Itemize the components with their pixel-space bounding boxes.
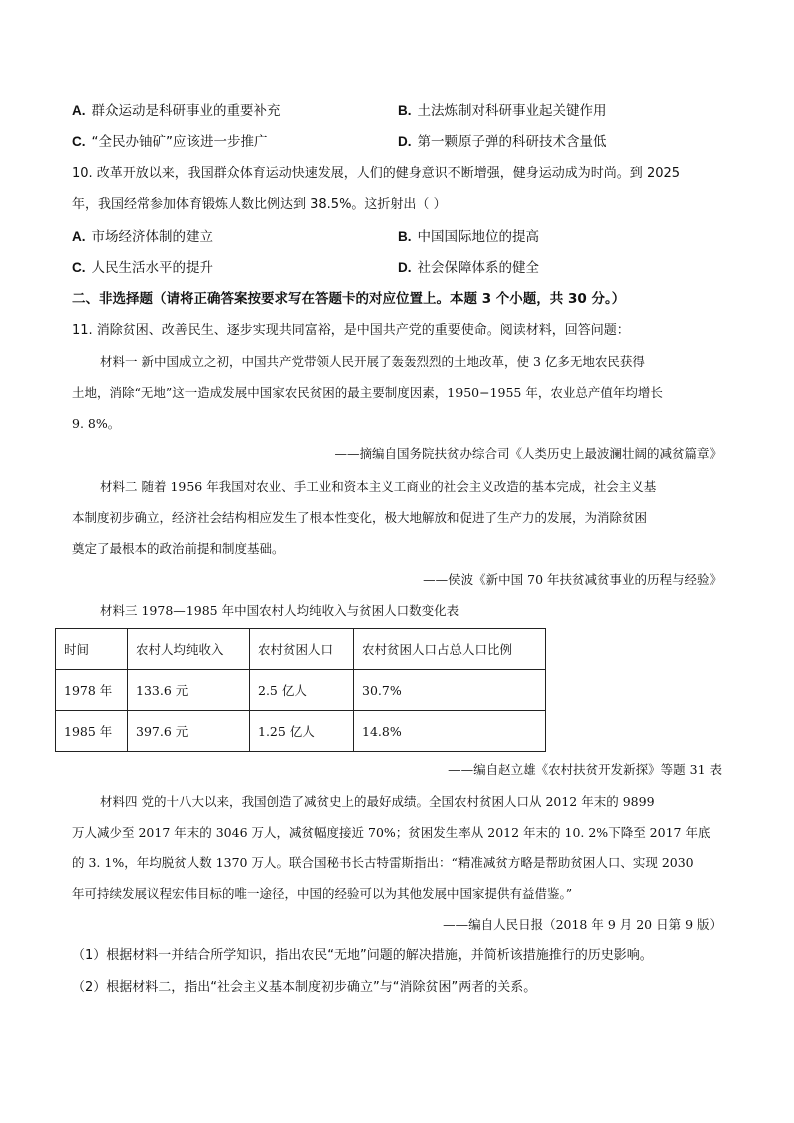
q9-option-c: C. “全民办铀矿”应该进一步推广 [72,134,268,150]
material-4-source: ——编自人民日报（2018 年 9 月 20 日第 9 版） [443,917,722,932]
q11-sub-question-1: （1）根据材料一并结合所学知识，指出农民“无地”问题的解决措施，并简析该措施推行的历史影响。 [72,948,653,963]
material-2-line-2: 本制度初步确立，经济社会结构相应发生了根本性变化，极大地解放和促进了生产力的发展，为消除贫困 [72,510,648,525]
table-header-cell: 农村贫困人口占总人口比例 [354,629,546,670]
q10-option-d: D. 社会保障体系的健全 [398,260,539,276]
q9-option-b: B. 土法炼制对科研事业起关键作用 [398,103,607,119]
table-header-cell: 农村贫困人口 [250,629,354,670]
table-cell: 1985 年 [56,711,128,752]
table-cell: 133.6 元 [128,670,250,711]
material-2-line-3: 奠定了最根本的政治前提和制度基础。 [72,541,285,556]
table-row [56,670,546,711]
table-cell: 30.7% [354,670,546,711]
material-1-line-2: 土地，消除“无地”这一造成发展中国家农民贫困的最主要制度因素，1950−1955 年，农业总产值年均增长 [72,385,663,400]
table-cell: 14.8% [354,711,546,752]
section-2-heading: 二、非选择题（请将正确答案按要求写在答题卡的对应位置上。本题 3 个小题，共 30 分。） [72,291,626,307]
material-4-line-1: 材料四 党的十八大以来，我国创造了减贫史上的最好成绩。全国农村贫困人口从 2012 年末的 9899 [100,794,655,809]
q9-option-d: D. 第一颗原子弹的科研技术含量低 [398,134,607,150]
material-3-source: ——编自赵立雄《农村扶贫开发新探》等题 31 表 [448,762,722,777]
material-3-table [55,628,546,752]
q10-options-row-1 [72,226,722,248]
material-2-line-1: 材料二 随着 1956 年我国对农业、手工业和资本主义工商业的社会主义改造的基本完成，社会主义基 [100,479,657,494]
q9-options-row-1 [72,100,722,122]
q10-stem-line-2: 年，我国经常参加体育锻炼人数比例达到 38.5%。这折射出（ ） [72,197,447,212]
q11-intro: 11. 消除贫困、改善民生、逐步实现共同富裕，是中国共产党的重要使命。阅读材料，回答问题： [72,323,630,338]
table-header-row [56,629,546,670]
q10-options-row-2 [72,257,722,279]
q10-option-a: A. 市场经济体制的建立 [72,229,213,245]
table-row [56,711,546,752]
q9-options-row-2 [72,131,722,153]
material-4-line-2: 万人减少至 2017 年末的 3046 万人，减贫幅度接近 70%；贫困发生率从 2012 年末的 10. 2%下降至 2017 年底 [72,825,711,840]
material-1-source: ——摘编自国务院扶贫办综合司《人类历史上最波澜壮阔的减贫篇章》 [334,446,722,461]
q9-option-a: A. 群众运动是科研事业的重要补充 [72,103,281,119]
table-header-cell: 时间 [56,629,128,670]
table-cell: 2.5 亿人 [250,670,354,711]
material-4-line-3: 的 3. 1%，年均脱贫人数 1370 万人。联合国秘书长古特雷斯指出：“精准减贫方略是帮助贫困人口、实现 2030 [72,855,694,870]
material-2-source: ——侯波《新中国 70 年扶贫减贫事业的历程与经验》 [423,572,722,587]
table-cell: 397.6 元 [128,711,250,752]
q10-stem-line-1: 10. 改革开放以来，我国群众体育运动快速发展，人们的健身意识不断增强，健身运动成为时尚。到 2025 [72,166,681,181]
q10-option-b: B. 中国国际地位的提高 [398,229,539,245]
material-4-line-4: 年可持续发展议程宏伟目标的唯一途径，中国的经验可以为其他发展中国家提供有益借鉴。” [72,886,573,901]
material-1-line-1: 材料一 新中国成立之初，中国共产党带领人民开展了轰轰烈烈的土地改革，使 3 亿多无地农民获得 [100,354,645,369]
material-3-title: 材料三 1978—1985 年中国农村人均纯收入与贫困人口数变化表 [100,603,460,618]
q11-sub-question-2: （2）根据材料二，指出“社会主义基本制度初步确立”与“消除贫困”两者的关系。 [72,980,537,995]
table-header-cell: 农村人均纯收入 [128,629,250,670]
material-1-line-3: 9. 8%。 [72,416,121,431]
table-cell: 1.25 亿人 [250,711,354,752]
table-cell: 1978 年 [56,670,128,711]
q10-option-c: C. 人民生活水平的提升 [72,260,213,276]
